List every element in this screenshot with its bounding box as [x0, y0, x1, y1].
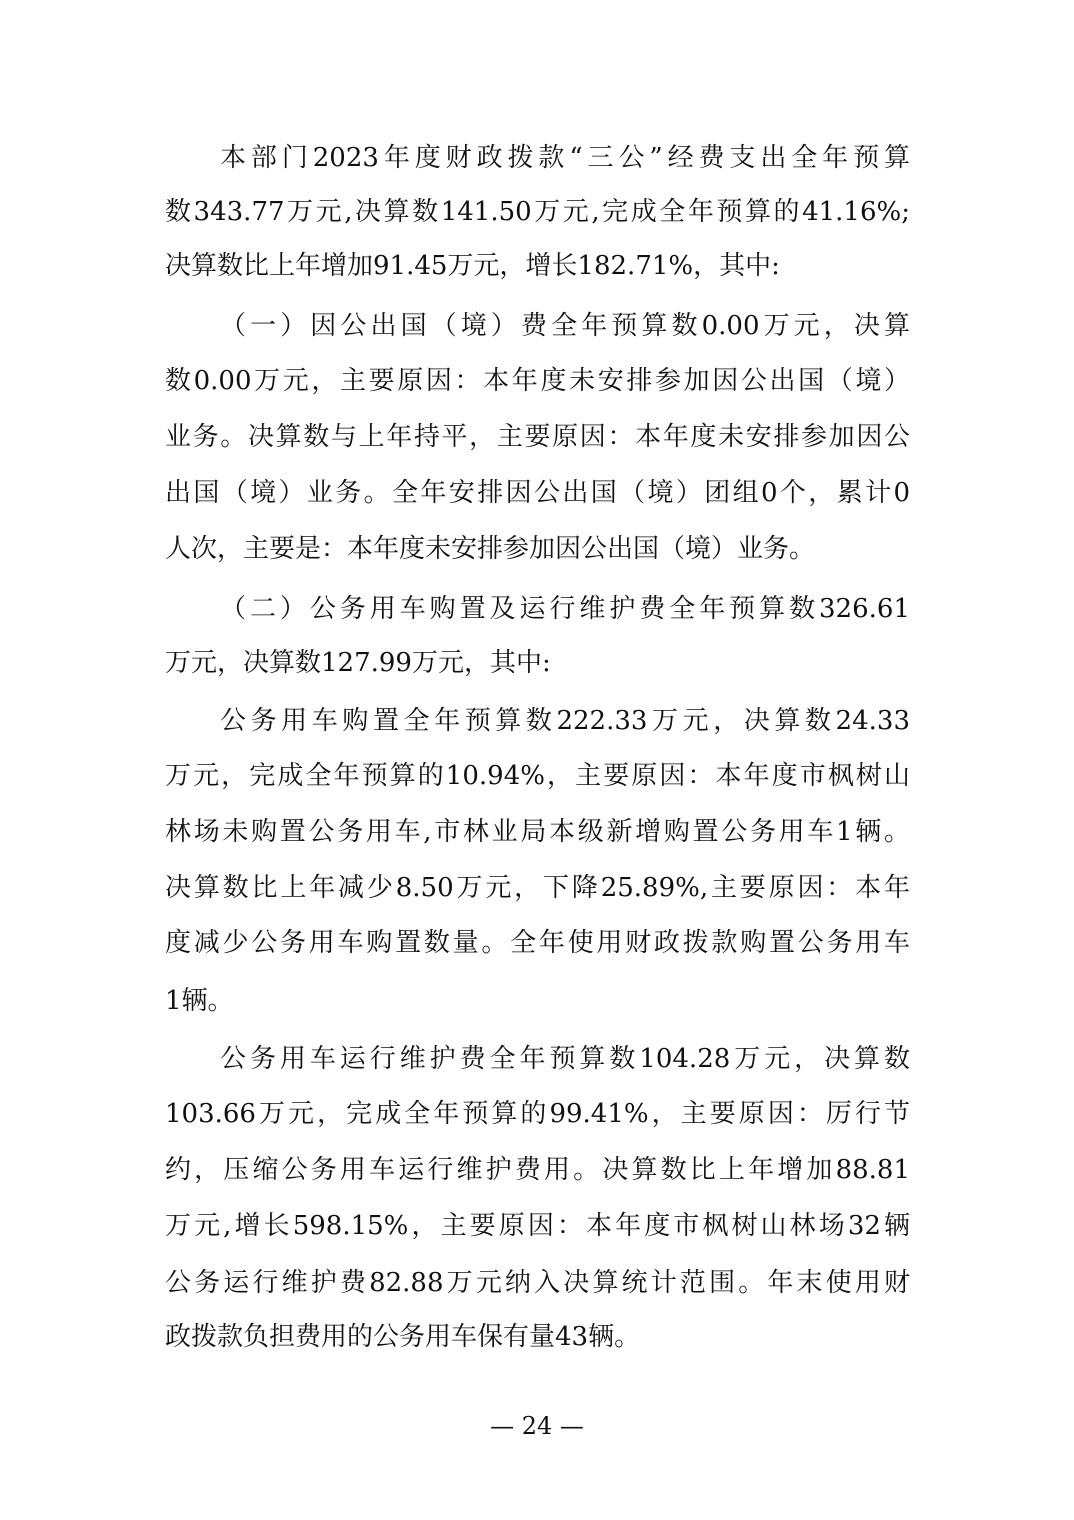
- text-line: 本部门2023年度财政拨款“三公”经费支出全年预算: [220, 143, 910, 173]
- text-line: 人次，主要是：本年度未安排参加因公出国（境）业务。: [165, 534, 816, 564]
- text-line: 公务用车购置全年预算数222.33万元，决算数24.33: [220, 706, 910, 736]
- text-line: 万元,增长598.15%，主要原因：本年度市枫树山林场32辆: [165, 1211, 910, 1241]
- text-line: 公务运行维护费82.88万元纳入决算统计范围。年末使用财: [165, 1268, 910, 1298]
- text-line: 决算数比上年增加91.45万元，增长182.71%，其中:: [165, 251, 780, 281]
- text-line: 约，压缩公务用车运行维护费用。决算数比上年增加88.81: [165, 1155, 910, 1185]
- text-line: 万元，完成全年预算的10.94%，主要原因：本年度市枫树山: [165, 761, 910, 791]
- text-line: （一）因公出国（境）费全年预算数0.00万元，决算: [220, 311, 910, 341]
- text-line: 1辆。: [165, 986, 234, 1016]
- text-line: 度减少公务用车购置数量。全年使用财政拨款购置公务用车: [165, 928, 910, 958]
- text-line: （二）公务用车购置及运行维护费全年预算数326.61: [220, 594, 910, 624]
- text-line: 业务。决算数与上年持平，主要原因：本年度未安排参加因公: [165, 422, 910, 452]
- text-line: 数0.00万元，主要原因：本年度未安排参加因公出国（境）: [165, 366, 910, 396]
- text-line: 万元，决算数127.99万元，其中:: [165, 648, 551, 678]
- text-line: 出国（境）业务。全年安排因公出国（境）团组0个，累计0: [165, 478, 910, 508]
- page-number: — 24 —: [490, 1412, 584, 1440]
- text-line: 公务用车运行维护费全年预算数104.28万元，决算数: [220, 1044, 910, 1074]
- text-line: 数343.77万元,决算数141.50万元,完成全年预算的41.16%;: [165, 197, 910, 227]
- text-line: 政拨款负担费用的公务用车保有量43辆。: [165, 1322, 641, 1352]
- text-line: 决算数比上年减少8.50万元，下降25.89%,主要原因：本年: [165, 873, 910, 903]
- text-line: 103.66万元，完成全年预算的99.41%，主要原因：厉行节: [165, 1099, 910, 1129]
- text-line: 林场未购置公务用车,市林业局本级新增购置公务用车1辆。: [165, 817, 910, 847]
